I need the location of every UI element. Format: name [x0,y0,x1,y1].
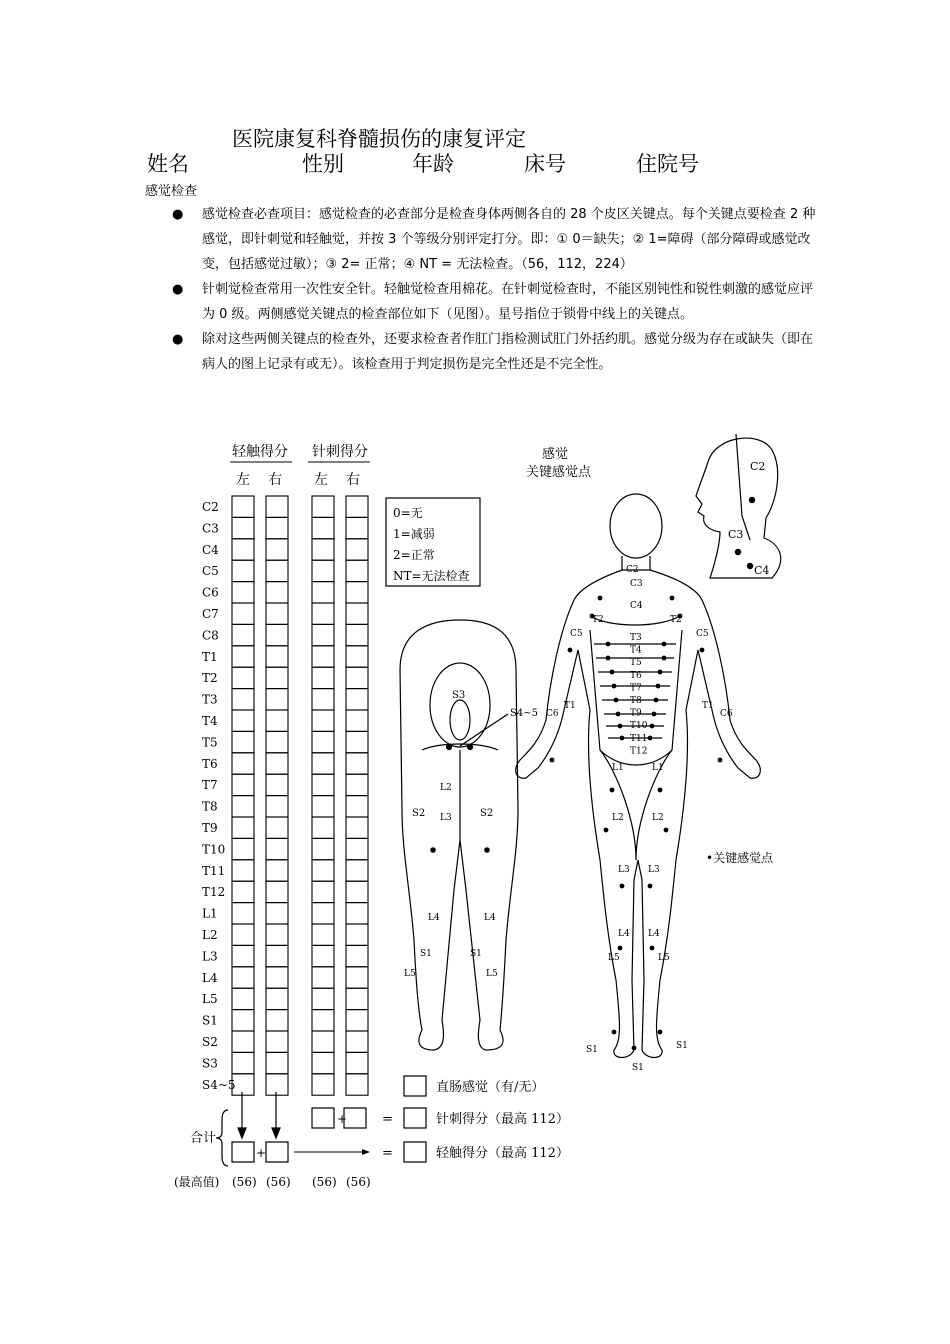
field-bed: 床号 [524,152,566,176]
head-label-c2: C2 [750,460,766,473]
back-label-s3: S3 [452,690,466,701]
key-point-dot [648,736,653,741]
score-cell[interactable] [346,903,368,924]
level-label-t10: T10 [202,842,226,857]
lt-right-total-box[interactable] [266,1142,288,1162]
lt-left-total-box[interactable] [232,1142,254,1162]
score-cell[interactable] [346,774,368,795]
score-cell[interactable] [232,517,254,538]
front-label-t10: T10 [630,721,648,732]
score-cell[interactable] [346,796,368,817]
score-cell[interactable] [232,1031,254,1052]
back-label-l2: L2 [440,783,452,793]
score-cell[interactable] [266,796,288,817]
score-legend [386,498,480,586]
rectal-sensation-box[interactable] [404,1076,426,1096]
front-label-l4: L4 [618,929,630,939]
score-cell[interactable] [266,838,288,859]
score-cell[interactable] [266,774,288,795]
score-cell[interactable] [312,539,334,560]
front-label-s1-left: S1 [586,1045,598,1055]
score-grid [232,496,368,1095]
legend-2: 2=正常 [393,548,435,562]
score-cell[interactable] [312,796,334,817]
score-cell[interactable] [266,1074,288,1095]
score-cell[interactable] [312,753,334,774]
total-label: 合计 [190,1131,217,1146]
bullet-item: ● 感觉检查必查项目：感觉检查的必查部分是检查身体两侧各自的 28 个皮区关键点。每个关键点要检查 2 种感觉，即针刺觉和轻触觉，并按 3 个等级分别评定打分。即：① 0＝缺失；② 1=障碍（部分障碍或感觉改变，包括感觉过敏）；③ 2= 正常；④ NT = 无法检查。（56，112，224） [168,202,816,277]
score-cell[interactable] [312,988,334,1009]
key-point-dot [606,656,611,661]
front-label-l4-right: L4 [648,929,660,939]
key-point-dot [612,684,617,689]
posterior-body-drawing [400,620,518,1050]
section-title: 感觉检查 [145,184,198,199]
key-point-dot [650,724,655,729]
diagram-title-1: 感觉 [542,447,569,462]
score-cell[interactable] [266,967,288,988]
score-cell[interactable] [266,753,288,774]
plus-sign: + [337,1112,348,1126]
head-label-c3: C3 [728,528,744,541]
key-point-dot [662,642,667,647]
light-touch-total-box[interactable] [404,1142,426,1162]
key-point-dot [658,1030,663,1035]
level-label-t6: T6 [202,756,218,771]
score-cell[interactable] [346,881,368,902]
front-label-t3: T3 [630,633,642,643]
bullet-item: ● 针刺觉检查常用一次性安全针。轻触觉检查用棉花。在针刺觉检查时，不能区别钝性和锐性刺激的感觉应评为 0 级。两侧感觉关键点的检查部位如下（见图）。星号指位于锁骨中线上的关键点。 [168,277,816,327]
score-cell[interactable] [312,731,334,752]
key-point-dot [656,684,661,689]
score-cell[interactable] [312,667,334,688]
front-label-s1-center: S1 [632,1063,644,1073]
score-cell[interactable] [312,646,334,667]
front-label-c6: C6 [546,709,559,719]
light-touch-header: 轻触得分 [232,444,288,460]
key-point-dot [620,884,625,889]
score-cell[interactable] [266,1031,288,1052]
rectal-label: 直肠感觉（有/无） [436,1080,545,1095]
back-label-l4-right: L4 [484,913,496,923]
score-cell[interactable] [266,710,288,731]
score-cell[interactable] [346,517,368,538]
max-value: (56) [266,1175,291,1189]
level-label-t1: T1 [202,649,218,664]
score-cell[interactable] [312,838,334,859]
score-cell[interactable] [232,838,254,859]
diagram-title-2: 关键感觉点 [526,465,592,480]
score-cell[interactable] [266,731,288,752]
score-cell[interactable] [312,624,334,645]
score-cell[interactable] [232,496,254,517]
pp-left-total-box[interactable] [312,1108,334,1128]
head-profile-drawing [696,434,781,578]
front-label-c6-right: C6 [720,709,733,719]
key-point-dot [614,698,619,703]
key-point-dot [658,788,663,793]
score-cell[interactable] [312,1031,334,1052]
legend-nt: NT=无法检查 [393,569,470,583]
score-cell[interactable] [312,560,334,581]
equals-sign: = [382,1112,393,1127]
score-cell[interactable] [266,689,288,710]
max-label: (最高值) [174,1175,220,1189]
score-cell[interactable] [346,945,368,966]
front-label-t1-right: T1 [702,701,714,711]
level-labels [202,500,236,1092]
key-point-dot [654,698,659,703]
level-label-c2: C2 [202,500,219,514]
score-cell[interactable] [346,1010,368,1031]
front-label-s1-right: S1 [676,1041,688,1051]
score-cell[interactable] [346,624,368,645]
front-label-t9: T9 [630,708,642,719]
score-cell[interactable] [232,560,254,581]
key-point-dot [616,712,621,717]
bullet-list [168,202,816,377]
score-cell[interactable] [312,945,334,966]
key-point-dot [658,670,663,675]
score-cell[interactable] [346,689,368,710]
score-cell[interactable] [266,624,288,645]
score-cell[interactable] [266,496,288,517]
front-label-c5-right: C5 [696,629,709,639]
score-cell[interactable] [266,603,288,624]
score-cell[interactable] [232,667,254,688]
level-label-t12: T12 [202,885,226,900]
pp-left-header: 左 [314,472,328,488]
level-label-c5: C5 [202,564,219,579]
front-label-t6: T6 [630,670,642,681]
trunk-labels [630,633,648,756]
score-cell[interactable] [266,817,288,838]
score-cell[interactable] [312,582,334,603]
front-label-t2: T2 [592,615,604,625]
patient-info-row [147,148,847,178]
key-point-dot [618,946,623,951]
score-cell[interactable] [312,817,334,838]
score-cell[interactable] [346,1052,368,1073]
back-label-s4-5: S4~5 [510,708,538,719]
level-label-s4~5: S4~5 [202,1077,236,1092]
max-value: (56) [346,1175,371,1189]
score-cell[interactable] [346,1074,368,1095]
key-point-dot [664,828,669,833]
score-cell[interactable] [232,774,254,795]
key-point-dot [604,828,609,833]
score-cell[interactable] [346,710,368,731]
key-point-dot [620,736,625,741]
score-cell[interactable] [346,667,368,688]
level-label-t9: T9 [202,821,218,835]
front-label-t7: T7 [630,683,642,694]
key-point-label: •关键感觉点 [706,851,774,865]
back-label-s1-right: S1 [470,949,482,959]
front-label-l2: L2 [612,813,624,823]
back-label-l4: L4 [428,913,440,923]
score-cell[interactable] [266,517,288,538]
score-cell[interactable] [346,582,368,603]
front-label-l3-right: L3 [648,865,660,875]
max-value: (56) [312,1175,337,1189]
score-cell[interactable] [312,710,334,731]
pin-prick-header: 针刺得分 [312,444,368,460]
score-cell[interactable] [232,603,254,624]
score-cell[interactable] [232,624,254,645]
score-cell[interactable] [312,1010,334,1031]
pin-total-label: 针刺得分（最高 112） [436,1112,569,1127]
score-cell[interactable] [346,496,368,517]
level-label-l3: L3 [202,949,218,964]
score-cell[interactable] [266,539,288,560]
score-cell[interactable] [346,1031,368,1052]
pin-prick-total-box[interactable] [404,1108,426,1128]
key-point-dot [652,712,657,717]
front-label-l2-right: L2 [652,813,664,823]
score-cell[interactable] [266,582,288,603]
plus-sign: + [256,1146,267,1160]
bullet-item: ● 除对这些两侧关键点的检查外，还要求检查者作肛门指检测试肛门外括约肌。感觉分级为存在或缺失（即在病人的图上记录有或无）。该检查用于判定损伤是完全性还是不完全性。 [168,327,816,377]
score-cell[interactable] [232,903,254,924]
key-point-dot [610,788,615,793]
score-cell[interactable] [312,517,334,538]
score-cell[interactable] [232,731,254,752]
equals-sign: = [382,1146,393,1161]
score-cell[interactable] [232,753,254,774]
front-label-l1: L1 [612,763,624,773]
key-point-dot [618,724,623,729]
score-cell[interactable] [346,539,368,560]
level-label-l2: L2 [202,928,218,942]
score-cell[interactable] [266,860,288,881]
score-cell[interactable] [312,1074,334,1095]
score-cell[interactable] [312,496,334,517]
score-cell[interactable] [346,753,368,774]
score-cell[interactable] [312,903,334,924]
front-label-t11: T11 [630,733,648,744]
level-label-t5: T5 [202,735,218,750]
score-cell[interactable] [232,860,254,881]
level-label-l1: L1 [202,906,218,921]
front-label-c2: C2 [626,565,639,575]
score-cell[interactable] [232,710,254,731]
back-label-s1: S1 [420,949,432,959]
score-cell[interactable] [232,817,254,838]
key-point-dot [700,648,705,653]
front-label-t4: T4 [630,645,642,656]
score-cell[interactable] [346,817,368,838]
back-label-s2-right: S2 [480,808,494,819]
field-age: 年龄 [412,152,454,176]
score-cell[interactable] [232,988,254,1009]
level-label-c4: C4 [202,542,219,557]
score-cell[interactable] [346,988,368,1009]
level-label-l5: L5 [202,992,218,1007]
front-label-c4: C4 [630,601,643,611]
level-label-s2: S2 [202,1035,218,1049]
back-label-l3: L3 [440,813,452,823]
score-cell[interactable] [312,1052,334,1073]
score-cell[interactable] [266,903,288,924]
level-label-c6: C6 [202,585,219,600]
score-cell[interactable] [312,603,334,624]
score-cell[interactable] [232,689,254,710]
key-point-dot [550,758,555,763]
score-cell[interactable] [346,967,368,988]
key-point-dot [568,648,573,653]
score-cell[interactable] [312,967,334,988]
front-label-t8: T8 [630,696,642,706]
score-cell[interactable] [266,560,288,581]
front-label-l5: L5 [608,953,620,963]
key-point-dot [718,758,723,763]
score-cell[interactable] [312,774,334,795]
level-label-c8: C8 [202,628,219,643]
score-cell[interactable] [232,967,254,988]
level-label-t2: T2 [202,671,218,686]
level-label-t3: T3 [202,692,218,707]
back-label-s2-left: S2 [412,808,426,819]
head-label-c4: C4 [754,564,770,577]
score-cell[interactable] [346,560,368,581]
score-cell[interactable] [346,731,368,752]
score-cell[interactable] [312,860,334,881]
score-cell[interactable] [232,1052,254,1073]
score-cell[interactable] [312,689,334,710]
score-cell[interactable] [232,796,254,817]
score-cell[interactable] [346,860,368,881]
score-cell[interactable] [232,924,254,945]
legend-1: 1=减弱 [393,527,435,541]
score-cell[interactable] [232,881,254,902]
key-point-dot [610,670,615,675]
front-label-t5: T5 [630,658,642,669]
score-cell[interactable] [232,582,254,603]
touch-total-label: 轻触得分（最高 112） [436,1146,569,1161]
key-point-dot [606,642,611,647]
score-cell[interactable] [232,945,254,966]
score-cell[interactable] [312,924,334,945]
back-label-l5-right: L5 [486,969,498,979]
field-admission-number: 住院号 [636,152,699,176]
pp-right-header: 右 [346,472,360,488]
score-cell[interactable] [266,945,288,966]
front-label-l1-right: L1 [652,763,664,773]
front-label-t1: T1 [564,701,576,711]
level-label-t11: T11 [202,863,226,878]
level-label-l4: L4 [202,970,218,985]
sensory-exam-figure [160,420,820,1200]
level-label-s3: S3 [202,1056,218,1071]
front-label-t2-right: T2 [670,615,682,625]
field-name: 姓名 [147,152,189,176]
lt-right-header: 右 [268,472,282,488]
key-point-dot [598,596,603,601]
score-cell[interactable] [346,646,368,667]
level-label-t4: T4 [202,714,218,728]
score-cell[interactable] [232,539,254,560]
total-arrows [238,1092,280,1138]
score-cell[interactable] [312,881,334,902]
key-point-dot [632,1046,637,1051]
front-label-t12: T12 [630,746,648,757]
key-point-dot [612,1030,617,1035]
score-cell[interactable] [266,1010,288,1031]
score-cell[interactable] [266,646,288,667]
key-point-dot [670,596,675,601]
front-label-l3: L3 [618,865,630,875]
max-value: (56) [232,1175,257,1189]
score-cell[interactable] [346,924,368,945]
back-label-l5: L5 [404,969,416,979]
front-label-c3: C3 [630,579,643,589]
level-label-t7: T7 [202,778,218,793]
legend-0: 0=无 [393,506,423,520]
key-point-dot [662,656,667,661]
document-title: 医院康复科脊髓损伤的康复评定 [232,127,526,151]
score-cell[interactable] [266,1052,288,1073]
score-cell[interactable] [266,924,288,945]
field-gender: 性别 [302,152,344,176]
level-label-s1: S1 [202,1013,218,1028]
level-label-c3: C3 [202,521,219,536]
level-label-t8: T8 [202,799,218,814]
score-cell[interactable] [266,667,288,688]
pp-right-total-box[interactable] [344,1108,366,1128]
score-cell[interactable] [266,988,288,1009]
score-cell[interactable] [266,881,288,902]
sensory-chart-svg [160,420,820,1200]
score-cell[interactable] [232,646,254,667]
key-point-dot [648,884,653,889]
score-cell[interactable] [232,1010,254,1031]
key-point-dot [650,946,655,951]
score-cell[interactable] [346,838,368,859]
front-label-l5-right: L5 [658,953,670,963]
level-label-c7: C7 [202,607,219,621]
lt-left-header: 左 [236,472,250,488]
front-label-c5: C5 [570,629,583,639]
score-cell[interactable] [346,603,368,624]
